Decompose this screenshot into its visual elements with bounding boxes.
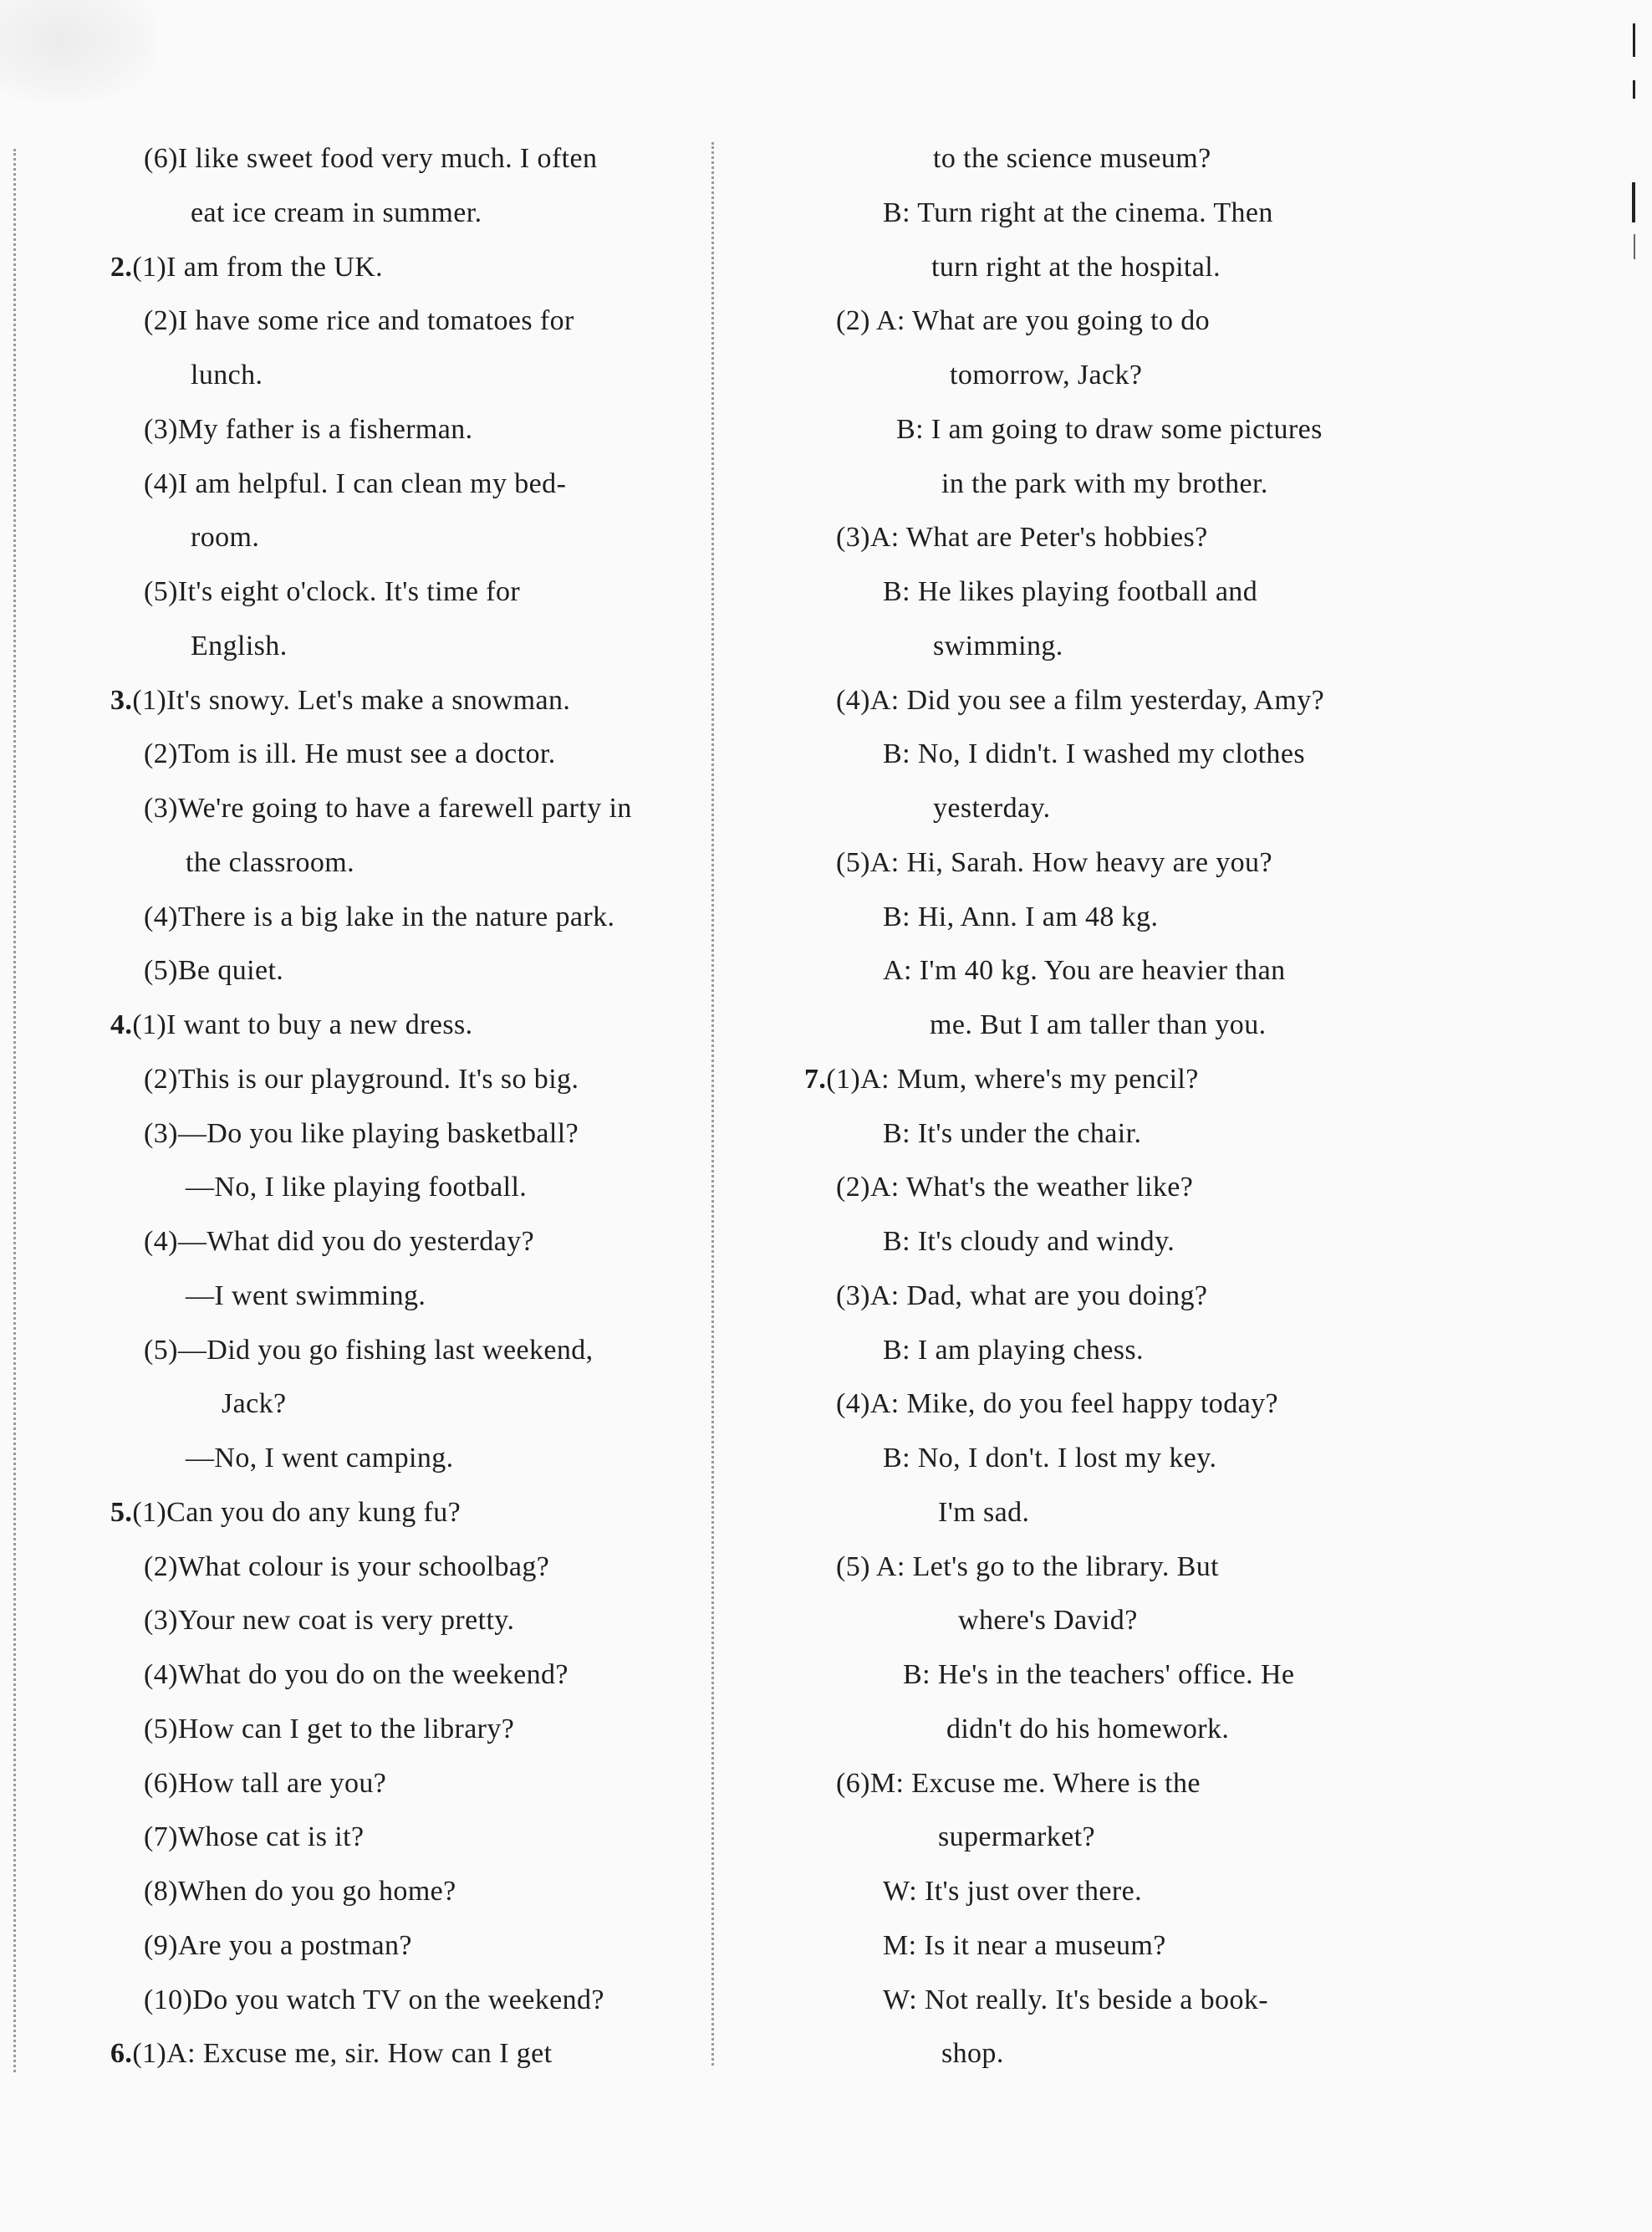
scan-edge-mark — [1634, 234, 1635, 259]
scan-edge-mark — [1633, 80, 1635, 99]
answer-line: (2)Tom is ill. He must see a doctor. — [144, 738, 556, 769]
answer-line: in the park with my brother. — [941, 468, 1268, 499]
left-margin-divider — [13, 149, 16, 2072]
answer-line: me. But I am taller than you. — [930, 1009, 1267, 1040]
answer-line: (5)How can I get to the library? — [144, 1714, 515, 1744]
answer-line: supermarket? — [938, 1821, 1095, 1852]
answer-line: (3)A: Dad, what are you doing? — [836, 1280, 1208, 1311]
answer-line: B: It's cloudy and windy. — [883, 1226, 1175, 1257]
answer-line: (4)What do you do on the weekend? — [144, 1659, 569, 1690]
question-number: 4. — [110, 1009, 133, 1040]
answer-line: 7.(1)A: Mum, where's my pencil? — [804, 1064, 1199, 1095]
answer-line: B: No, I don't. I lost my key. — [883, 1443, 1217, 1474]
answer-line: B: He likes playing football and — [883, 576, 1258, 607]
answer-line: 5.(1)Can you do any kung fu? — [110, 1497, 461, 1528]
answer-line: —No, I went camping. — [186, 1443, 454, 1474]
answer-line: (3)—Do you like playing basketball? — [144, 1118, 579, 1149]
answer-line: (10)Do you watch TV on the weekend? — [144, 1984, 604, 2015]
answer-line: (4)There is a big lake in the nature park. — [144, 901, 615, 932]
answer-line: (5)—Did you go fishing last weekend, — [144, 1335, 594, 1366]
question-number: 3. — [110, 685, 133, 716]
answer-line: (3)We're going to have a farewell party in — [144, 793, 632, 824]
answer-line: B: It's under the chair. — [883, 1118, 1142, 1149]
answer-line: W: Not really. It's beside a book- — [883, 1984, 1268, 2015]
column-divider — [711, 142, 714, 2066]
answer-line: (5) A: Let's go to the library. But — [836, 1551, 1219, 1582]
answer-line: 3.(1)It's snowy. Let's make a snowman. — [110, 685, 571, 716]
answer-line: Jack? — [222, 1388, 287, 1419]
answer-line: B: Hi, Ann. I am 48 kg. — [883, 901, 1159, 932]
answer-line: (4)—What did you do yesterday? — [144, 1226, 535, 1257]
answer-line: tomorrow, Jack? — [950, 360, 1143, 391]
answer-line: (3)Your new coat is very pretty. — [144, 1605, 515, 1636]
question-number: 6. — [110, 2038, 133, 2069]
answer-line: B: I am going to draw some pictures — [896, 414, 1323, 445]
answer-line: (2)A: What's the weather like? — [836, 1172, 1194, 1203]
answer-line: (6)M: Excuse me. Where is the — [836, 1768, 1201, 1799]
answer-line: B: He's in the teachers' office. He — [903, 1659, 1295, 1690]
answer-line: 4.(1)I want to buy a new dress. — [110, 1009, 473, 1040]
answer-line: —I went swimming. — [186, 1280, 426, 1311]
answer-line: shop. — [941, 2038, 1004, 2069]
answer-line: (3)My father is a fisherman. — [144, 414, 473, 445]
answer-line: (4)A: Mike, do you feel happy today? — [836, 1388, 1278, 1419]
question-number: 5. — [110, 1497, 133, 1528]
answer-line: yesterday. — [933, 793, 1051, 824]
answer-line: the classroom. — [186, 847, 354, 878]
answer-line: 2.(1)I am from the UK. — [110, 252, 384, 283]
answer-line: (9)Are you a postman? — [144, 1930, 412, 1961]
answer-line: (2)This is our playground. It's so big. — [144, 1064, 579, 1095]
answer-line: (2)I have some rice and tomatoes for — [144, 305, 574, 336]
answer-line: lunch. — [191, 360, 263, 391]
answer-line: (6)How tall are you? — [144, 1768, 387, 1799]
answer-line: (5)A: Hi, Sarah. How heavy are you? — [836, 847, 1272, 878]
answer-line: (8)When do you go home? — [144, 1876, 456, 1907]
answer-line: room. — [191, 522, 260, 553]
answer-line: (7)Whose cat is it? — [144, 1821, 365, 1852]
answer-line: (2)What colour is your schoolbag? — [144, 1551, 550, 1582]
answer-line: (2) A: What are you going to do — [836, 305, 1211, 336]
answer-line: (3)A: What are Peter's hobbies? — [836, 522, 1208, 553]
answer-line: where's David? — [958, 1605, 1138, 1636]
answer-line: (4)A: Did you see a film yesterday, Amy? — [836, 685, 1325, 716]
answer-line: B: No, I didn't. I washed my clothes — [883, 738, 1305, 769]
answer-line: turn right at the hospital. — [931, 252, 1221, 283]
scan-smudge — [0, 0, 155, 100]
answer-line: M: Is it near a museum? — [883, 1930, 1166, 1961]
answer-line: English. — [191, 631, 288, 661]
question-number: 7. — [804, 1064, 827, 1095]
scan-edge-mark — [1633, 23, 1635, 57]
answer-line: (5)Be quiet. — [144, 955, 284, 986]
answer-line: 6.(1)A: Excuse me, sir. How can I get — [110, 2038, 553, 2069]
answer-line: swimming. — [933, 631, 1063, 661]
answer-line: didn't do his homework. — [946, 1714, 1230, 1744]
answer-line: (5)It's eight o'clock. It's time for — [144, 576, 521, 607]
answer-line: eat ice cream in summer. — [191, 197, 482, 228]
answer-line: B: I am playing chess. — [883, 1335, 1144, 1366]
answer-line: —No, I like playing football. — [186, 1172, 528, 1203]
answer-line: B: Turn right at the cinema. Then — [883, 197, 1273, 228]
answer-line: A: I'm 40 kg. You are heavier than — [883, 955, 1286, 986]
answer-line: W: It's just over there. — [883, 1876, 1142, 1907]
question-number: 2. — [110, 252, 133, 283]
answer-line: to the science museum? — [933, 143, 1211, 174]
answer-line: (4)I am helpful. I can clean my bed- — [144, 468, 567, 499]
scan-edge-mark — [1632, 182, 1635, 222]
answer-line: I'm sad. — [938, 1497, 1030, 1528]
answer-line: (6)I like sweet food very much. I often — [144, 143, 598, 174]
